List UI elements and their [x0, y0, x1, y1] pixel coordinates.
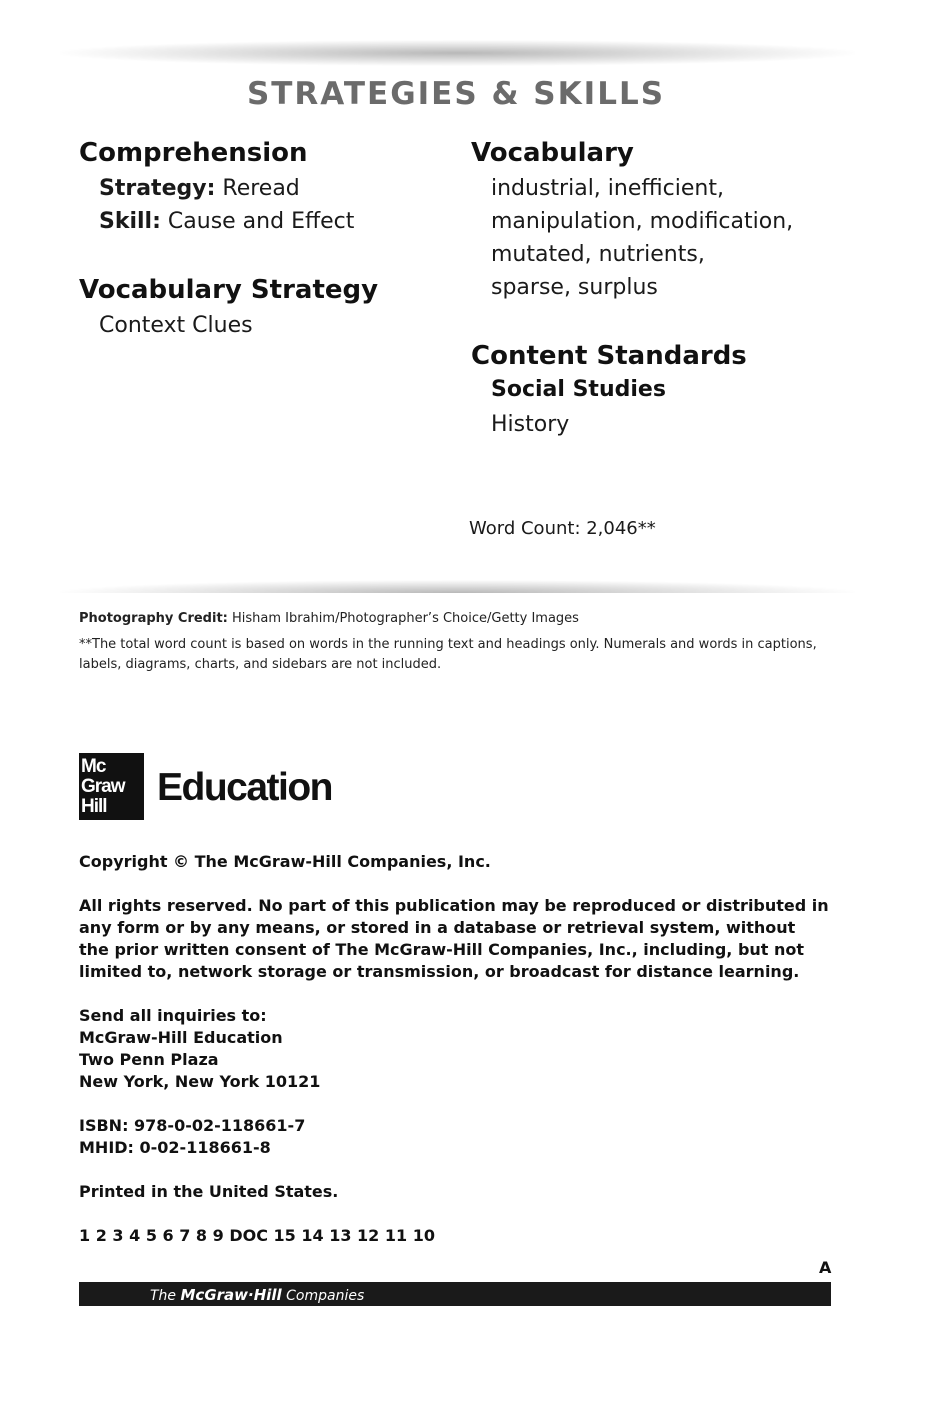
strategy-label: Strategy: [99, 176, 216, 201]
page-letter: A [819, 1258, 832, 1277]
inquiries-line: Two Penn Plaza [79, 1050, 219, 1069]
rights-paragraph: All rights reserved. No part of this publication may be reproduced or distributed in any form or by any means, or stored in a database or retrieval system, without the prior written consent of The McGraw-Hill Companies, Inc., including, but not limited to, network storage or transmission, or broadcast for distance learning. [79, 896, 829, 981]
copyright-line: Copyright © The McGraw-Hill Companies, Inc. [79, 852, 491, 871]
comprehension-heading: Comprehension [79, 138, 308, 168]
logo-wordmark: Education [157, 766, 333, 809]
page-title: STRATEGIES & SKILLS [246, 76, 666, 112]
vocabulary-line: industrial, inefficient, [491, 176, 724, 201]
word-count-note: **The total word count is based on words in the running text and headings only. Numerals and words in captions, labels, diagrams, charts, and sidebars are not included. [79, 637, 817, 672]
skill-line [99, 205, 354, 238]
printing-number-line: 1 2 3 4 5 6 7 8 9 DOC 15 14 13 12 11 10 [79, 1226, 435, 1245]
vocabulary-heading: Vocabulary [471, 138, 634, 168]
printed-line: Printed in the United States. [79, 1182, 339, 1201]
content-standards-subject: Social Studies [491, 377, 666, 402]
footer-brand: McGraw·Hill [180, 1286, 282, 1304]
strategy-line [99, 172, 300, 205]
skill-value: Cause and Effect [167, 209, 355, 234]
footer-suffix: Companies [286, 1288, 365, 1304]
footer-bar [79, 1282, 831, 1306]
word-count: Word Count: 2,046** [469, 518, 656, 539]
content-standards-topic: History [491, 412, 570, 437]
logo-mark-line: Mc [81, 756, 106, 777]
mcgraw-hill-logo-mark [79, 753, 144, 820]
vocabulary-line: sparse, surplus [491, 275, 658, 300]
inquiries-line: McGraw-Hill Education [79, 1028, 283, 1047]
photography-credit-value: Hisham Ibrahim/Photographer’s Choice/Getty Images [232, 611, 579, 626]
photography-credit [79, 611, 579, 626]
middle-shadow-mask [40, 593, 910, 607]
inquiries-block [79, 1005, 320, 1093]
mhid-line: MHID: 0-02-118661-8 [79, 1138, 271, 1157]
vocabulary-strategy-heading: Vocabulary Strategy [79, 275, 379, 305]
inquiries-line: Send all inquiries to: [79, 1006, 267, 1025]
content-standards-heading: Content Standards [471, 341, 747, 371]
vocabulary-line: manipulation, modification, [491, 209, 794, 234]
vocabulary-strategy-value: Context Clues [99, 313, 253, 338]
footer-prefix: The [150, 1288, 177, 1304]
top-shadow-divider [60, 40, 855, 66]
logo-mark-line: Graw [81, 776, 125, 797]
photography-credit-label: Photography Credit: [79, 611, 228, 626]
strategy-value: Reread [222, 176, 300, 201]
logo-mark-line: Hill [81, 796, 107, 817]
isbn-line: ISBN: 978-0-02-118661-7 [79, 1116, 306, 1135]
vocabulary-line: mutated, nutrients, [491, 242, 705, 267]
footer-company-name [150, 1282, 364, 1309]
inquiries-line: New York, New York 10121 [79, 1072, 321, 1091]
skill-label: Skill: [99, 209, 161, 234]
